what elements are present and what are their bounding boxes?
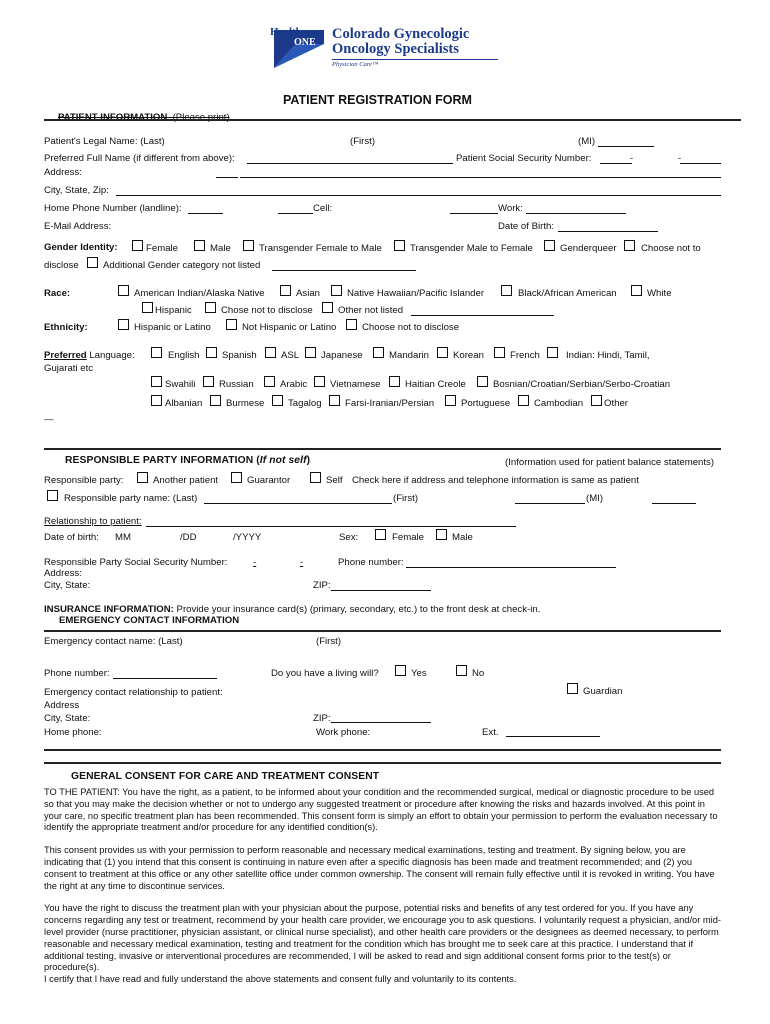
rp-city-label: City, State: <box>44 580 91 591</box>
gender-label: Gender Identity: <box>44 242 118 253</box>
race-nhpi-checkbox[interactable] <box>331 285 342 296</box>
gender-female-label: Female <box>146 243 178 254</box>
lang-cont: Gujarati etc <box>44 363 94 374</box>
race-nd-checkbox[interactable] <box>205 302 216 313</box>
patient-ssn-dash1: - <box>630 153 634 164</box>
lang-japanese-label: Japanese <box>321 350 363 361</box>
lang-swahili-checkbox[interactable] <box>151 376 162 387</box>
lang-other-checkbox[interactable] <box>591 395 602 406</box>
ec-address-label: Address <box>44 700 80 711</box>
lang-tagalog-label: Tagalog <box>288 398 322 409</box>
gender-male-checkbox[interactable] <box>194 240 205 251</box>
lang-swahili-label: Swahili <box>165 379 196 390</box>
lang-korean-label: Korean <box>453 350 484 361</box>
race-nhpi-label: Native Hawaiian/Pacific Islander <box>347 288 485 299</box>
rp-same-address-text: Check here if address and telephone information is same as patient <box>352 475 639 486</box>
guardian-checkbox[interactable] <box>567 683 578 694</box>
lang-arabic-label: Arabic <box>280 379 308 390</box>
rp-first-label: (First) <box>393 493 419 504</box>
patient-first-label: (First) <box>350 136 376 147</box>
cell-label: Cell: <box>313 203 333 214</box>
race-nd-label: Chose not to disclose <box>221 305 313 316</box>
patient-mi-label: (MI) <box>578 136 596 147</box>
rp-ssn-dash1: - <box>253 557 257 568</box>
responsible-party-label: Responsible party: <box>44 475 124 486</box>
ec-work-phone-label: Work phone: <box>316 727 371 738</box>
rp-ssn-label: Responsible Party Social Security Number: <box>44 557 228 568</box>
lang-other-dash: — <box>44 414 54 425</box>
lang-burmese-label: Burmese <box>226 398 265 409</box>
patient-address-field[interactable] <box>240 177 721 178</box>
rp-relationship-label: Relationship to patient: <box>44 516 142 527</box>
gender-tm-checkbox[interactable] <box>394 240 405 251</box>
ec-zip-label: ZIP: <box>313 713 331 724</box>
consent-section-title: GENERAL CONSENT FOR CARE AND TREATMENT CONSENT <box>71 771 380 782</box>
rp-another-patient-checkbox[interactable] <box>137 472 148 483</box>
org-sub: Physician Care™ <box>332 61 379 68</box>
org-name-line1: Colorado Gynecologic <box>332 26 470 42</box>
race-white-label: White <box>647 288 672 299</box>
ethnicity-nd-label: Choose not to disclose <box>362 322 460 333</box>
ethnicity-hl-checkbox[interactable] <box>118 319 129 330</box>
ethnicity-nhl-label: Not Hispanic or Latino <box>242 322 337 333</box>
rp-dob-mm: MM <box>115 532 131 543</box>
race-hispanic-checkbox[interactable] <box>142 302 153 313</box>
lang-mandarin-label: Mandarin <box>389 350 429 361</box>
preferred-name-label: Preferred Full Name (if different from above): <box>44 153 235 164</box>
consent-paragraph-1: TO THE PATIENT: You have the right, as a patient, to be informed about your condition and the recommended surgical, medical or diagnostic procedure to be used so that you may make the decision whether or not to undergo any suggested treatment or procedure after knowing the risks and hazards involved. At this point in your care, no specific treatment plan has been recommended. This consent form is simply an effort to obtain your permission to perform the evaluation necessary to identify the appropriate treatment and/or procedure for any identified condition(s). <box>44 787 718 833</box>
rp-same-address-checkbox[interactable] <box>47 490 58 501</box>
rp-sex-female-checkbox[interactable] <box>375 529 386 540</box>
living-will-no-label: No <box>472 668 485 679</box>
race-aian-checkbox[interactable] <box>118 285 129 296</box>
gender-nd-label: Choose not to <box>641 243 701 254</box>
living-will-yes-label: Yes <box>411 668 427 679</box>
lang-burmese-checkbox[interactable] <box>210 395 221 406</box>
race-asian-checkbox[interactable] <box>280 285 291 296</box>
language-label-bold: Preferred <box>44 350 87 361</box>
lang-korean-checkbox[interactable] <box>437 347 448 358</box>
patient-ssn-dash2: - <box>678 153 682 164</box>
responsible-section-italic: If not self <box>259 455 307 466</box>
patient-ssn-label: Patient Social Security Number: <box>456 153 592 164</box>
insurance-text: Provide your insurance card(s) (primary, secondary, etc.) to the front desk at check-in. <box>173 604 541 615</box>
lang-portuguese-label: Portuguese <box>461 398 511 409</box>
rp-self-label: Self <box>326 475 343 486</box>
gender-tf-checkbox[interactable] <box>243 240 254 251</box>
form-title: PATIENT REGISTRATION FORM <box>283 93 472 107</box>
gender-disclose-cont: disclose <box>44 260 79 271</box>
rp-sex-female-label: Female <box>392 532 424 543</box>
ec-zip-field[interactable] <box>331 722 431 723</box>
patient-ssn-field-2[interactable] <box>680 163 721 164</box>
lang-indian-checkbox[interactable] <box>547 347 558 358</box>
race-other-field[interactable] <box>411 315 554 316</box>
lang-cambodian-checkbox[interactable] <box>518 395 529 406</box>
rp-relationship-field[interactable] <box>146 526 516 527</box>
guardian-label: Guardian <box>583 686 623 697</box>
race-asian-label: Asian <box>296 288 320 299</box>
ec-ext-label: Ext. <box>482 727 499 738</box>
rp-address-label: Address: <box>44 568 82 579</box>
rp-dob-dd: /DD <box>180 532 197 543</box>
patient-city-label: City, State, Zip: <box>44 185 109 196</box>
rp-sex-male-checkbox[interactable] <box>436 529 447 540</box>
rp-guarantor-checkbox[interactable] <box>231 472 242 483</box>
patient-section-title: PATIENT INFORMATION <box>58 112 168 123</box>
lang-albanian-label: Albanian <box>165 398 203 409</box>
gender-additional-checkbox[interactable] <box>87 257 98 268</box>
language-label-rest: Language: <box>86 350 135 361</box>
lang-portuguese-checkbox[interactable] <box>445 395 456 406</box>
lang-spanish-label: Spanish <box>222 350 257 361</box>
home-phone-label: Home Phone Number (landline): <box>44 203 182 214</box>
lang-asl-checkbox[interactable] <box>265 347 276 358</box>
ec-phone-label: Phone number: <box>44 668 110 679</box>
rp-phone-label: Phone number: <box>338 557 404 568</box>
lang-indian-label: Indian: Hindi, Tamil, <box>566 350 650 361</box>
gender-gq-checkbox[interactable] <box>544 240 555 251</box>
gender-male-label: Male <box>210 243 231 254</box>
living-will-yes-checkbox[interactable] <box>395 665 406 676</box>
rp-self-checkbox[interactable] <box>310 472 321 483</box>
race-aian-label: American Indian/Alaska Native <box>134 288 265 299</box>
patient-city-field[interactable] <box>116 195 721 196</box>
rp-name-label: Responsible party name: (Last) <box>64 493 198 504</box>
responsible-section-title: RESPONSIBLE PARTY INFORMATION ( <box>65 455 260 466</box>
ec-city-label: City, State: <box>44 713 91 724</box>
logo <box>266 24 506 72</box>
living-will-label: Do you have a living will? <box>271 668 379 679</box>
emergency-section-title: EMERGENCY CONTACT INFORMATION <box>59 615 240 626</box>
rp-dob-yyyy: /YYYY <box>233 532 262 543</box>
dob-label: Date of Birth: <box>498 221 554 232</box>
lang-mandarin-checkbox[interactable] <box>373 347 384 358</box>
dob-field[interactable] <box>558 231 658 232</box>
patient-mi-field[interactable] <box>598 146 654 147</box>
rp-zip-label: ZIP: <box>313 580 331 591</box>
consent-paragraph-3: You have the right to discuss the treatment plan with your physician about the purpose, potential risks and benefits of any test ordered for you. If you have any concerns regarding any test or treatment, recommend by your health care provider, we encourage you to ask questions. I voluntarily request a physician, and/or mid-level provider (nurse practitioner, physician assistant, or clinical nurse specialist), and other health care providers or the designees as deemed necessary, to perform reasonable and necessary medical examination, testing and treatment for the condition which has brought me to seek care at this practice. I understand that if additional testing, invasive or interventional procedures are recommended, I will be asked to read and sign additional consent forms prior to the test(s) or procedure(s). <box>44 903 721 973</box>
rp-dob-label: Date of birth: <box>44 532 99 543</box>
ec-name-label: Emergency contact name: (Last) <box>44 636 183 647</box>
ec-home-phone-label: Home phone: <box>44 727 102 738</box>
ec-phone-field[interactable] <box>113 678 217 679</box>
ec-relationship-label: Emergency contact relationship to patient: <box>44 687 223 698</box>
preferred-name-field[interactable] <box>247 163 453 164</box>
patient-legal-name-label: Patient's Legal Name: (Last) <box>44 136 165 147</box>
lang-japanese-checkbox[interactable] <box>305 347 316 358</box>
rp-sex-label: Sex: <box>339 532 359 543</box>
lang-haitian-checkbox[interactable] <box>389 376 400 387</box>
rp-zip-field[interactable] <box>331 590 431 591</box>
work-label: Work: <box>498 203 523 214</box>
gender-additional-label: Additional Gender category not listed <box>103 260 261 271</box>
rp-phone-field[interactable] <box>406 567 616 568</box>
email-label: E-Mail Address: <box>44 221 112 232</box>
patient-ssn-field[interactable] <box>600 163 632 164</box>
lang-asl-label: ASL <box>281 350 300 361</box>
responsible-note: (Information used for patient balance statements) <box>505 457 715 468</box>
rp-mi-label: (MI) <box>586 493 604 504</box>
lang-tagalog-checkbox[interactable] <box>272 395 283 406</box>
lang-vietnamese-checkbox[interactable] <box>314 376 325 387</box>
lang-bosnian-label: Bosnian/Croatian/Serbian/Serbo-Croatian <box>493 379 671 390</box>
race-label: Race: <box>44 288 71 299</box>
lang-english-checkbox[interactable] <box>151 347 162 358</box>
lang-french-label: French <box>510 350 540 361</box>
lang-farsi-label: Farsi-Iranian/Persian <box>345 398 435 409</box>
gender-tf-label: Transgender Female to Male <box>259 243 382 254</box>
lang-albanian-checkbox[interactable] <box>151 395 162 406</box>
race-white-checkbox[interactable] <box>631 285 642 296</box>
lang-haitian-label: Haitian Creole <box>405 379 466 390</box>
ec-ext-field[interactable] <box>506 736 600 737</box>
gender-female-checkbox[interactable] <box>132 240 143 251</box>
logo-one: ONE <box>294 37 316 48</box>
gender-additional-field[interactable] <box>272 270 416 271</box>
logo-health: Health <box>270 26 302 38</box>
ethnicity-nhl-checkbox[interactable] <box>226 319 237 330</box>
lang-vietnamese-label: Vietnamese <box>330 379 381 390</box>
ethnicity-label: Ethnicity: <box>44 322 88 333</box>
lang-russian-checkbox[interactable] <box>203 376 214 387</box>
rp-mi-field[interactable] <box>652 503 696 504</box>
gender-gq-label: Genderqueer <box>560 243 617 254</box>
rp-another-patient-label: Another patient <box>153 475 219 486</box>
insurance-label: INSURANCE INFORMATION: <box>44 604 174 615</box>
lang-arabic-checkbox[interactable] <box>264 376 275 387</box>
consent-paragraph-2: This consent provides us with your permission to perform reasonable and necessary medical examinations, testing and treatment. By signing below, you are indicating that (1) you intend that this consent is continuing in nature even after a specific diagnosis has been made and treatment recommended; and (2) you consent to treatment at this office or any other satellite office under common ownership. The consent will remain fully effective until it is revoked in writing. You have the right at any time to discontinue services. <box>44 845 715 891</box>
lang-russian-label: Russian <box>219 379 254 390</box>
lang-bosnian-checkbox[interactable] <box>477 376 488 387</box>
patient-section-note: (Please print) <box>172 112 230 123</box>
ethnicity-nd-checkbox[interactable] <box>346 319 357 330</box>
rp-first-field[interactable] <box>515 503 585 504</box>
gender-tm-label: Transgender Male to Female <box>410 243 533 254</box>
work-field[interactable] <box>526 213 626 214</box>
gender-nd-checkbox[interactable] <box>624 240 635 251</box>
ethnicity-hl-label: Hispanic or Latino <box>134 322 211 333</box>
rp-guarantor-label: Guarantor <box>247 475 291 486</box>
race-hispanic-label: Hispanic <box>155 305 192 316</box>
ec-first-label: (First) <box>316 636 342 647</box>
org-name-line2: Oncology Specialists <box>332 41 459 57</box>
race-black-label: Black/African American <box>518 288 617 299</box>
work-field-pre[interactable] <box>450 213 498 214</box>
race-other-checkbox[interactable] <box>322 302 333 313</box>
rp-ssn-dash2: - <box>300 557 304 568</box>
living-will-no-checkbox[interactable] <box>456 665 467 676</box>
rp-sex-male-label: Male <box>452 532 473 543</box>
lang-french-checkbox[interactable] <box>494 347 505 358</box>
rp-name-field[interactable] <box>204 503 392 504</box>
lang-farsi-checkbox[interactable] <box>329 395 340 406</box>
home-phone-field[interactable] <box>188 213 223 214</box>
race-other-label: Other not listed <box>338 305 404 316</box>
lang-spanish-checkbox[interactable] <box>206 347 217 358</box>
consent-paragraph-4: I certify that I have read and fully understand the above statements and consent fully and voluntarily to its contents. <box>44 974 517 985</box>
lang-other-label: Other <box>604 398 628 409</box>
race-black-checkbox[interactable] <box>501 285 512 296</box>
lang-cambodian-label: Cambodian <box>534 398 584 409</box>
patient-address-label: Address: <box>44 167 82 178</box>
lang-english-label: English <box>168 350 200 361</box>
